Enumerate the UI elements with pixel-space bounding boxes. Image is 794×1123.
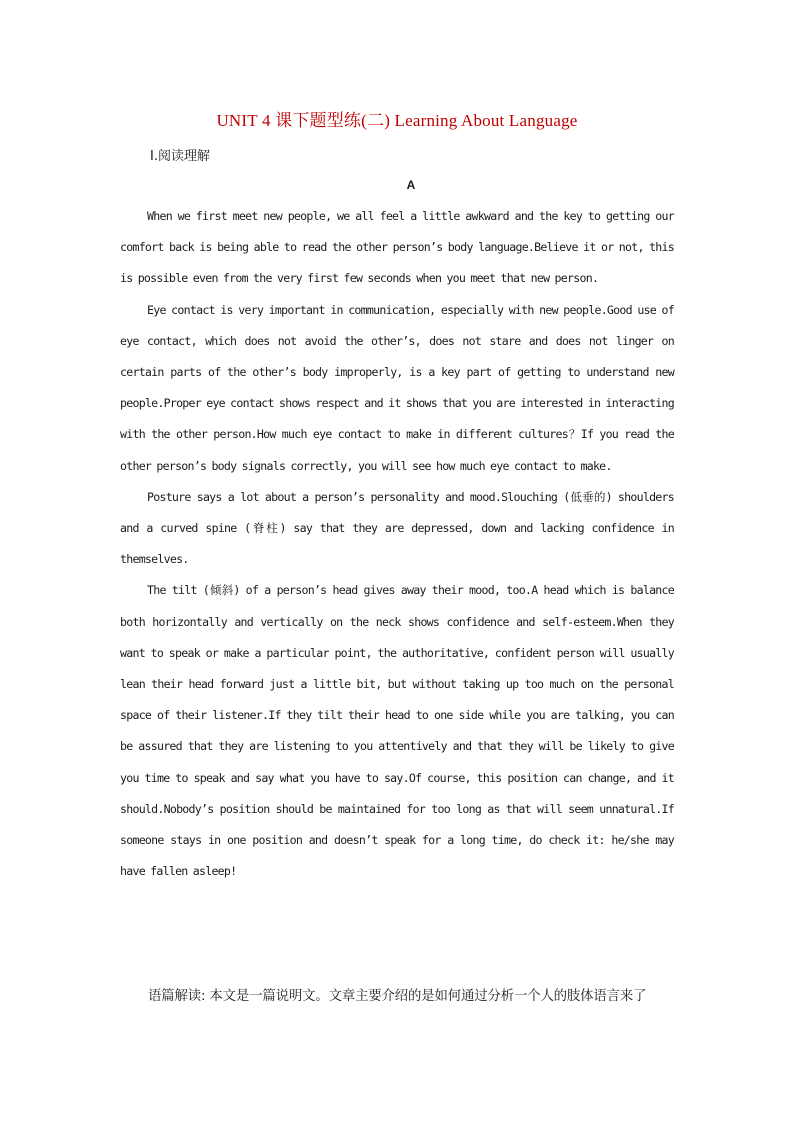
section-heading: Ⅰ.阅读理解	[150, 149, 210, 164]
paragraph-2: Eye contact is very important in communication, especially with new people.Good use of eye contact, which does not avoid the other’s, does not stare and does not linger on certain parts of the other’s body improperly, is a key part of getting to understand new people.Proper eye contact shows respect and it shows that you are interested in interacting with the other person.How much eye contact to make in different cultures？If you read the other person’s body signals correctly, you will see how much eye contact to make.	[120, 302, 674, 473]
paragraph-3: Posture says a lot about a person’s personality and mood.Slouching (低垂的) shoulders and a curved spine (脊柱) say that they are depressed, down and lacking confidence in themselves.	[120, 489, 674, 567]
passage-summary: 语篇解读: 本文是一篇说明文。文章主要介绍的是如何通过分析一个人的肢体语言来了	[148, 989, 647, 1004]
paragraph-1: When we first meet new people, we all feel a little awkward and the key to getting our comfort back is being able to read the other person’s body language.Believe it or not, this is possible even from the very first few seconds when you meet that new person.	[120, 209, 674, 286]
paragraph-4: The tilt (倾斜) of a person’s head gives away their mood, too.A head which is balance both horizontally and vertically on the neck shows confidence and self-esteem.When they want to speak or make a particular point, the authoritative, confident person will usually lean their head forward just a little bit, but without taking up too much on the personal space of their listener.If they tilt their head to one side while you are talking, you can be assured that they are listening to you attentively and that they will be likely to give you time to speak and say what you have to say.Of course, this position can change, and it should.Nobody’s position should be maintained for too long as that will seem unnatural.If someone stays in one position and doesn’t speak for a long time, do check it: he/she may have fallen asleep!	[120, 583, 674, 879]
document-title: UNIT 4 课下题型练(二) Learning About Language	[216, 111, 578, 130]
passage-label: A	[406, 178, 416, 192]
passage-body	[120, 201, 674, 887]
